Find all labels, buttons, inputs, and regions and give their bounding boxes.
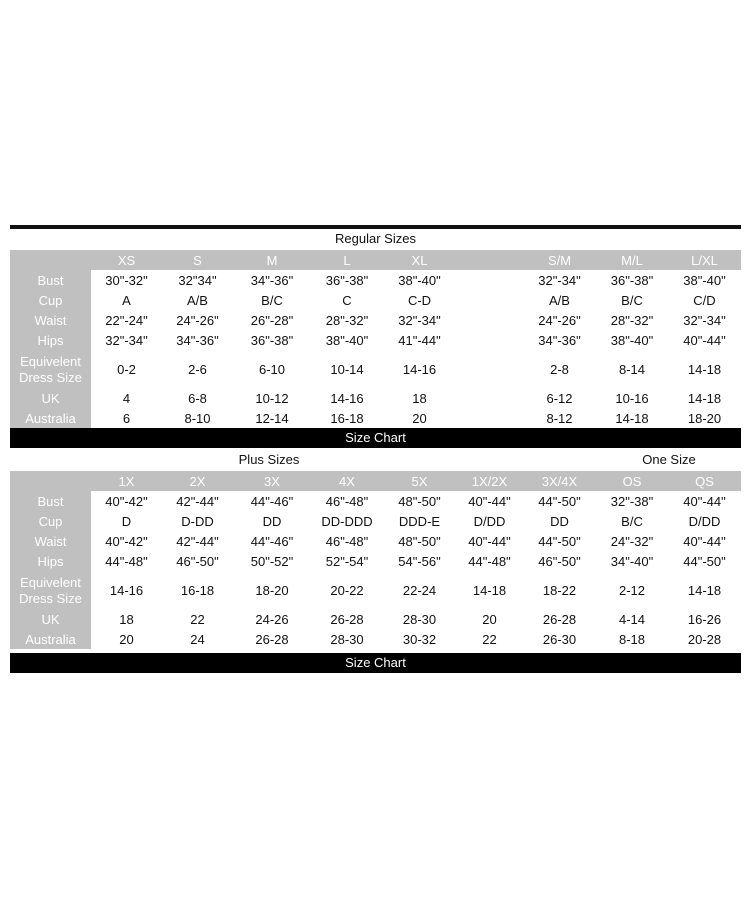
plus-size-cell: 22 [456, 629, 523, 649]
regular-size-cell: 6-8 [162, 388, 233, 408]
plus-row-label: Australia [10, 629, 91, 649]
plus-row [10, 609, 741, 629]
plus-size-cell: 32"-38" [596, 491, 668, 511]
plus-size-cell: 44"-46" [233, 491, 311, 511]
plus-size-cell: 30-32 [383, 629, 456, 649]
plus-row [10, 491, 741, 511]
plus-size-cell: 18 [91, 609, 162, 629]
plus-size-cell: 22-24 [383, 572, 456, 609]
plus-size-cell: 26-28 [523, 609, 596, 629]
regular-size-cell: C [311, 290, 383, 310]
plus-size-cell: 16-18 [162, 572, 233, 609]
regular-size-cell: 36"-38" [311, 270, 383, 290]
plus-size-cell: 44"-50" [668, 551, 741, 572]
plus-size-cell: 40"-44" [668, 491, 741, 511]
plus-size-cell: 46"-48" [311, 531, 383, 551]
plus-size-cell: 44"-50" [523, 531, 596, 551]
regular-size-cell: 14-18 [668, 351, 741, 388]
regular-size-cell: A/B [523, 290, 596, 310]
regular-size-cell: 22"-24" [91, 310, 162, 330]
plus-size-cell: 4-14 [596, 609, 668, 629]
regular-size-cell: 38"-40" [668, 270, 741, 290]
plus-size-cell: 18-22 [523, 572, 596, 609]
regular-size-cell: 18-20 [668, 408, 741, 428]
plus-row-label: Cup [10, 511, 91, 531]
plus-row-label: Waist [10, 531, 91, 551]
regular-row-label: Equivelent Dress Size [10, 351, 91, 388]
regular-size-cell [456, 270, 523, 290]
regular-row-label: Waist [10, 310, 91, 330]
regular-size-cell: 2-8 [523, 351, 596, 388]
regular-size-cell: 40"-44" [668, 330, 741, 351]
regular-col-header: XL [383, 250, 456, 270]
plus-row [10, 629, 741, 649]
regular-size-cell: C/D [668, 290, 741, 310]
plus-size-cell: 24"-32" [596, 531, 668, 551]
plus-size-cell: 44"-48" [456, 551, 523, 572]
regular-col-header: L [311, 250, 383, 270]
regular-col-header: XS [91, 250, 162, 270]
plus-size-cell: 46"-48" [311, 491, 383, 511]
regular-size-cell: B/C [233, 290, 311, 310]
plus-header-corner [10, 471, 91, 491]
regular-size-table [10, 250, 741, 428]
plus-size-cell: 24 [162, 629, 233, 649]
plus-size-cell: 40"-44" [456, 491, 523, 511]
plus-col-header: 3X/4X [523, 471, 596, 491]
plus-col-header: 1X/2X [456, 471, 523, 491]
plus-row-label: Equivelent Dress Size [10, 572, 91, 609]
plus-size-table [10, 471, 741, 649]
regular-size-cell: 32"-34" [91, 330, 162, 351]
regular-size-cell: A/B [162, 290, 233, 310]
regular-row [10, 388, 741, 408]
plus-size-cell: 20-28 [668, 629, 741, 649]
regular-size-cell: 10-12 [233, 388, 311, 408]
plus-col-header: OS [596, 471, 668, 491]
plus-size-cell: 22 [162, 609, 233, 629]
plus-size-cell: 20 [91, 629, 162, 649]
plus-col-header: 4X [311, 471, 383, 491]
top-divider [10, 225, 741, 229]
plus-row-label: Bust [10, 491, 91, 511]
regular-row-label: Cup [10, 290, 91, 310]
regular-size-cell: 24"-26" [162, 310, 233, 330]
plus-size-cell: 46"-50" [162, 551, 233, 572]
plus-size-cell: 16-26 [668, 609, 741, 629]
regular-row [10, 270, 741, 290]
plus-size-cell: B/C [596, 511, 668, 531]
plus-size-cell: 40"-42" [91, 491, 162, 511]
plus-size-cell: D [91, 511, 162, 531]
plus-size-cell: 2-12 [596, 572, 668, 609]
regular-col-header: M [233, 250, 311, 270]
regular-size-cell: 18 [383, 388, 456, 408]
plus-col-header: 2X [162, 471, 233, 491]
plus-row [10, 551, 741, 572]
regular-size-cell [456, 388, 523, 408]
plus-size-cell: D-DD [162, 511, 233, 531]
plus-size-cell: 52"-54" [311, 551, 383, 572]
regular-size-cell: 4 [91, 388, 162, 408]
plus-size-cell: 24-26 [233, 609, 311, 629]
plus-size-cell: 40"-44" [456, 531, 523, 551]
regular-size-cell: 20 [383, 408, 456, 428]
regular-size-cell: 12-14 [233, 408, 311, 428]
regular-size-cell: 6 [91, 408, 162, 428]
regular-size-cell: 16-18 [311, 408, 383, 428]
plus-size-cell: 54"-56" [383, 551, 456, 572]
regular-size-cell: 34"-36" [523, 330, 596, 351]
regular-size-cell [456, 351, 523, 388]
plus-size-cell: DD [233, 511, 311, 531]
regular-size-cell: 8-12 [523, 408, 596, 428]
plus-size-cell: D/DD [456, 511, 523, 531]
regular-col-header: S/M [523, 250, 596, 270]
plus-size-cell: DD-DDD [311, 511, 383, 531]
plus-size-cell: 50"-52" [233, 551, 311, 572]
regular-size-cell: 32"-34" [523, 270, 596, 290]
regular-size-cell: 6-10 [233, 351, 311, 388]
regular-size-cell [456, 408, 523, 428]
regular-size-cell: B/C [596, 290, 668, 310]
plus-row-label: Hips [10, 551, 91, 572]
regular-size-cell: 34"-36" [162, 330, 233, 351]
plus-row [10, 531, 741, 551]
regular-col-header: M/L [596, 250, 668, 270]
regular-size-cell: 10-16 [596, 388, 668, 408]
regular-row [10, 408, 741, 428]
plus-size-cell: 20 [456, 609, 523, 629]
regular-size-cell: 38"-40" [596, 330, 668, 351]
regular-header-corner [10, 250, 91, 270]
plus-size-cell: 26-28 [233, 629, 311, 649]
plus-size-cell: 26-30 [523, 629, 596, 649]
regular-size-cell: 36"-38" [596, 270, 668, 290]
regular-row [10, 310, 741, 330]
plus-size-cell: D/DD [668, 511, 741, 531]
plus-size-cell: 42"-44" [162, 491, 233, 511]
plus-size-cell: 20-22 [311, 572, 383, 609]
regular-size-cell: 14-18 [668, 388, 741, 408]
regular-header-row [10, 250, 741, 270]
plus-size-cell: 46"-50" [523, 551, 596, 572]
plus-size-cell: 14-16 [91, 572, 162, 609]
plus-row-label: UK [10, 609, 91, 629]
plus-header-row [10, 471, 741, 491]
plus-size-cell: 14-18 [668, 572, 741, 609]
regular-size-cell: 32"-34" [383, 310, 456, 330]
regular-row-label: Bust [10, 270, 91, 290]
regular-size-cell: 0-2 [91, 351, 162, 388]
regular-size-cell: 24"-26" [523, 310, 596, 330]
plus-size-cell: 40"-44" [668, 531, 741, 551]
plus-size-cell: 48"-50" [383, 491, 456, 511]
regular-size-cell: 41"-44" [383, 330, 456, 351]
regular-size-cell: C-D [383, 290, 456, 310]
regular-size-cell: A [91, 290, 162, 310]
regular-size-cell: 28"-32" [596, 310, 668, 330]
regular-size-chart-footer: Size Chart [10, 428, 741, 448]
plus-size-cell: 42"-44" [162, 531, 233, 551]
regular-size-cell: 8-14 [596, 351, 668, 388]
regular-size-cell: 32"34" [162, 270, 233, 290]
regular-col-header: S [162, 250, 233, 270]
regular-col-header [456, 250, 523, 270]
regular-size-cell: 14-16 [383, 351, 456, 388]
plus-size-cell: 44"-46" [233, 531, 311, 551]
regular-size-cell: 38"-40" [383, 270, 456, 290]
regular-size-cell: 36"-38" [233, 330, 311, 351]
plus-size-cell: 8-18 [596, 629, 668, 649]
regular-size-cell [456, 330, 523, 351]
plus-sizes-title: Plus Sizes [238, 452, 300, 467]
regular-size-cell: 32"-34" [668, 310, 741, 330]
regular-size-cell [456, 310, 523, 330]
plus-col-header: 5X [383, 471, 456, 491]
plus-size-chart-footer: Size Chart [10, 653, 741, 673]
regular-size-cell: 38"-40" [311, 330, 383, 351]
plus-size-cell: 44"-48" [91, 551, 162, 572]
regular-row-label: UK [10, 388, 91, 408]
regular-row [10, 351, 741, 388]
plus-size-cell: 44"-50" [523, 491, 596, 511]
regular-size-cell: 26"-28" [233, 310, 311, 330]
plus-size-cell: 18-20 [233, 572, 311, 609]
plus-row [10, 511, 741, 531]
regular-row [10, 290, 741, 310]
plus-size-cell: 28-30 [383, 609, 456, 629]
regular-row [10, 330, 741, 351]
plus-col-header: 1X [91, 471, 162, 491]
regular-row-label: Australia [10, 408, 91, 428]
plus-row [10, 572, 741, 609]
regular-col-header: L/XL [668, 250, 741, 270]
regular-size-cell: 6-12 [523, 388, 596, 408]
regular-size-cell: 30"-32" [91, 270, 162, 290]
plus-size-cell: 40"-42" [91, 531, 162, 551]
regular-row-label: Hips [10, 330, 91, 351]
regular-size-cell: 2-6 [162, 351, 233, 388]
plus-size-cell: 34"-40" [596, 551, 668, 572]
plus-size-cell: 14-18 [456, 572, 523, 609]
regular-size-cell: 10-14 [311, 351, 383, 388]
one-size-title: One Size [642, 452, 696, 467]
regular-size-cell: 28"-32" [311, 310, 383, 330]
regular-size-cell: 14-18 [596, 408, 668, 428]
plus-col-header: QS [668, 471, 741, 491]
regular-size-cell: 8-10 [162, 408, 233, 428]
plus-size-cell: 28-30 [311, 629, 383, 649]
regular-size-cell [456, 290, 523, 310]
regular-sizes-title: Regular Sizes [335, 231, 416, 246]
plus-size-cell: DD [523, 511, 596, 531]
regular-size-cell: 34"-36" [233, 270, 311, 290]
plus-col-header: 3X [233, 471, 311, 491]
plus-size-cell: DDD-E [383, 511, 456, 531]
plus-size-cell: 26-28 [311, 609, 383, 629]
regular-size-cell: 14-16 [311, 388, 383, 408]
plus-size-cell: 48"-50" [383, 531, 456, 551]
